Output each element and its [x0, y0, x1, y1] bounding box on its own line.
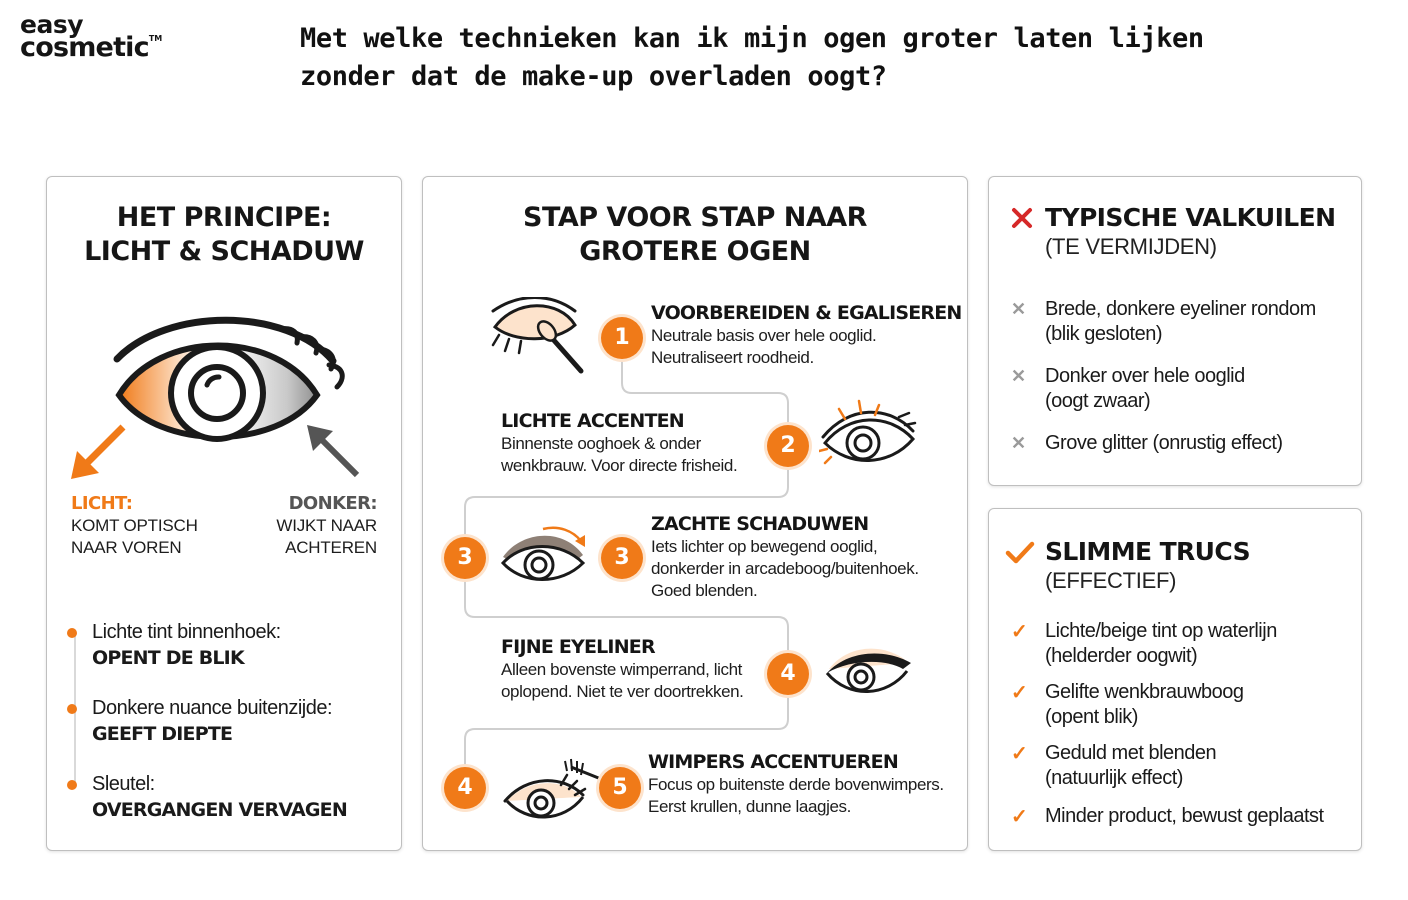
principle-card: [46, 176, 402, 851]
steps-title-line1: STAP VOOR STAP NAAR: [523, 202, 867, 233]
step-description: Focus op buitenste derde bovenwimpers. Eerst krullen, dunne laagjes.: [648, 775, 944, 816]
trick-note: (helderder oogwit): [1045, 645, 1198, 667]
tricks-card: [988, 508, 1362, 851]
trick-item: [1045, 680, 1355, 730]
cross-icon: [1011, 207, 1033, 229]
bullet-emphasis: OVERGANGEN VERVAGEN: [92, 799, 347, 821]
step-1: [651, 301, 962, 369]
steps-title-line2: GROTERE OGEN: [579, 236, 811, 267]
trick-item: [1045, 741, 1355, 791]
brand-logo: [20, 10, 163, 63]
step-title: LICHTE ACCENTEN: [501, 410, 684, 432]
step-number-badge-left: 4: [444, 767, 486, 809]
trick-item: [1045, 619, 1355, 669]
pitfall-item: [1045, 431, 1355, 456]
principle-bullet: [67, 695, 332, 747]
bullet-dot-icon: [67, 628, 77, 638]
step-description: Binnenste ooghoek & onder wenkbrauw. Voor directe frisheid.: [501, 434, 738, 475]
light-line2: NAAR VOREN: [71, 538, 182, 557]
logo-line2: [20, 31, 163, 63]
pitfalls-subtitle: (TE VERMIJDEN): [1045, 234, 1217, 259]
light-title: LICHT:: [71, 493, 133, 514]
bright-eye-icon: [819, 399, 919, 475]
step-5: [648, 750, 944, 818]
pitfall-text: Grove glitter (onrustig effect): [1045, 432, 1283, 454]
principle-title: [47, 201, 401, 269]
dark-line1: WIJKT NAAR: [276, 516, 377, 535]
check-icon: ✓: [1011, 806, 1028, 828]
check-icon: ✓: [1011, 621, 1028, 643]
bullet-dot-icon: [67, 780, 77, 790]
principle-bullet: [67, 771, 347, 823]
step-number-badge: 1: [601, 317, 643, 359]
pitfalls-card: [988, 176, 1362, 486]
light-line1: KOMT OPTISCH: [71, 516, 198, 535]
x-mark-icon: ✕: [1011, 299, 1027, 319]
logo-tm: TM: [148, 33, 163, 43]
step-title: FIJNE EYELINER: [501, 636, 655, 658]
bullet-emphasis: GEEFT DIEPTE: [92, 723, 233, 745]
check-icon: ✓: [1011, 743, 1028, 765]
bullet-emphasis: OPENT DE BLIK: [92, 647, 244, 669]
pitfall-text: Donker over hele ooglid: [1045, 365, 1245, 387]
dark-label: [276, 493, 377, 559]
trick-text: Gelifte wenkbrauwboog: [1045, 681, 1244, 703]
primer-brush-icon: [489, 297, 589, 377]
step-description: Neutrale basis over hele ooglid. Neutraliseert roodheid.: [651, 326, 877, 367]
step-number-badge-left: 3: [444, 537, 486, 579]
bullet-dot-icon: [67, 704, 77, 714]
tricks-title: SLIMME TRUCS: [1045, 537, 1250, 566]
trick-note: (opent blik): [1045, 706, 1138, 728]
trick-text: Geduld met blenden: [1045, 742, 1217, 764]
bullet-text: Donkere nuance buitenzijde:: [92, 697, 333, 719]
light-label: [71, 493, 198, 559]
eyeliner-eye-icon: [821, 639, 917, 703]
step-number-badge: 2: [767, 425, 809, 467]
step-2: [501, 409, 737, 477]
step-number-badge: 5: [599, 767, 641, 809]
x-mark-icon: ✕: [1011, 433, 1027, 453]
step-description: Iets lichter op bewegend ooglid, donkerder in arcadeboog/buitenhoek. Goed blenden.: [651, 537, 919, 600]
step-title: ZACHTE SCHADUWEN: [651, 513, 869, 535]
trick-text: Lichte/beige tint op waterlijn: [1045, 620, 1277, 642]
eye-illustration-icon: [67, 305, 383, 489]
dark-title: DONKER:: [288, 493, 377, 514]
step-title: VOORBEREIDEN & EGALISEREN: [651, 302, 962, 324]
shadow-eye-icon: [497, 523, 593, 591]
trick-text: Minder product, bewust geplaatst: [1045, 805, 1324, 827]
dark-line2: ACHTEREN: [285, 538, 377, 557]
logo-line1: easy: [20, 10, 84, 39]
step-title: WIMPERS ACCENTUEREN: [648, 751, 898, 773]
bullet-text: Sleutel:: [92, 773, 155, 795]
principle-title-line2: LICHT & SCHADUW: [84, 236, 364, 267]
pitfall-note: (oogt zwaar): [1045, 390, 1151, 412]
step-description: Alleen bovenste wimperrand, licht oplopend. Niet te ver doortrekken.: [501, 660, 744, 701]
mascara-eye-icon: [501, 757, 605, 829]
page-question: Met welke technieken kan ik mijn ogen groter laten lijken zonder dat de make-up overladen oogt?: [300, 23, 1204, 92]
pitfall-item: [1045, 364, 1355, 414]
check-icon: ✓: [1011, 682, 1028, 704]
step-number-badge: 4: [767, 653, 809, 695]
pitfall-item: [1045, 297, 1355, 347]
pitfalls-title: TYPISCHE VALKUILEN: [1045, 203, 1336, 232]
trick-item: [1045, 804, 1355, 829]
logo-word: cosmetic: [20, 31, 149, 63]
trick-note: (natuurlijk effect): [1045, 767, 1183, 789]
bullet-text: Lichte tint binnenhoek:: [92, 621, 281, 643]
principle-bullet: [67, 619, 281, 671]
checkmark-icon: [1005, 541, 1035, 565]
pitfall-text: Brede, donkere eyeliner rondom: [1045, 298, 1316, 320]
tricks-subtitle: (EFFECTIEF): [1045, 568, 1177, 593]
step-4: [501, 635, 744, 703]
principle-title-line1: HET PRINCIPE:: [116, 202, 332, 233]
step-number-badge: 3: [601, 537, 643, 579]
step-3: [651, 512, 919, 602]
pitfall-note: (blik gesloten): [1045, 323, 1163, 345]
x-mark-icon: ✕: [1011, 366, 1027, 386]
steps-card: [422, 176, 968, 851]
